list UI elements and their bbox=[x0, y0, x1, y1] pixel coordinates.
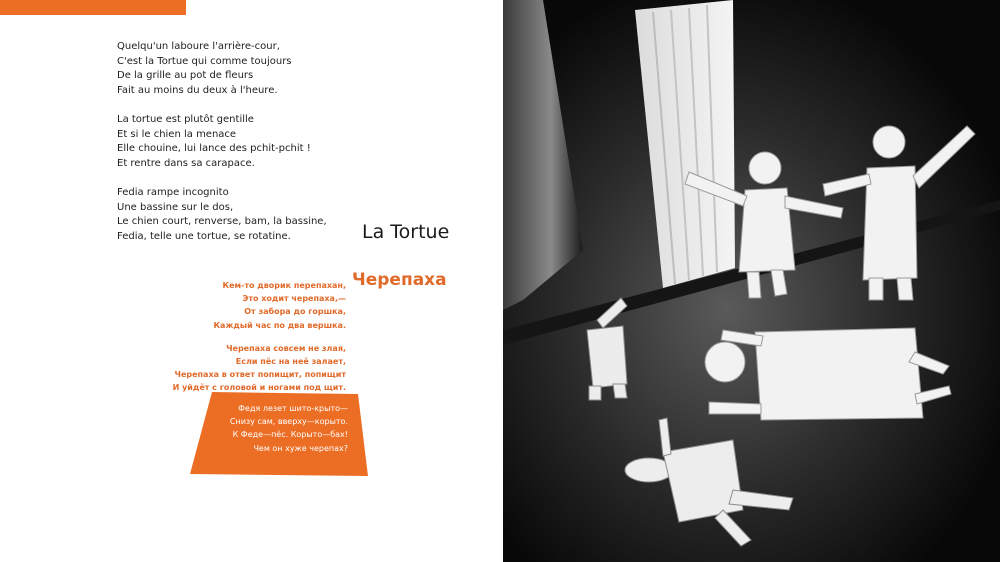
photo-illustration bbox=[503, 0, 1000, 562]
poem-line: Кем-то дворик перепахан, bbox=[222, 281, 346, 290]
paper-figures-photo bbox=[503, 0, 1000, 562]
poem-line: Каждый час по два вершка. bbox=[213, 320, 346, 330]
poem-line: Et rentre dans sa carapace. bbox=[117, 157, 255, 169]
poem-line: Fait au moins du deux à l'heure. bbox=[117, 84, 278, 96]
poem-line: Это ходит черепаха,— bbox=[242, 294, 346, 304]
poem-line: Снизу сам, вверху—корыто. bbox=[229, 417, 348, 427]
french-stanza-3 bbox=[117, 186, 377, 244]
poem-line: Quelqu'un laboure l'arrière-cour, bbox=[117, 41, 280, 52]
poem-line: Le chien court, renverse, bam, la bassine, bbox=[117, 216, 327, 228]
french-stanza-1 bbox=[117, 40, 377, 98]
title-french: La Tortue bbox=[362, 221, 450, 243]
poem-line: Черепаха совсем не злая, bbox=[226, 343, 346, 353]
poem-line: Если пёс на неё залает, bbox=[235, 357, 346, 367]
russian-stanza-2 bbox=[150, 342, 346, 395]
russian-box-stanza bbox=[198, 402, 348, 455]
poem-line: De la grille au pot de fleurs bbox=[117, 70, 254, 82]
poem-line: Fedia, telle une tortue, se rotatine. bbox=[117, 230, 291, 242]
poem-line: Федя лезет шито-крыто— bbox=[238, 404, 348, 413]
poem-line: Чем он хуже черепах? bbox=[253, 443, 348, 453]
russian-poem bbox=[150, 279, 346, 405]
russian-stanza-1 bbox=[150, 279, 346, 332]
poem-line: Elle chouine, lui lance des pchit-pchit ! bbox=[117, 143, 311, 155]
title-russian: Черепаха bbox=[352, 270, 447, 290]
poem-line: Et si le chien la menace bbox=[117, 128, 237, 140]
poem-line: К Феде—пёс. Корыто—бах! bbox=[232, 430, 348, 440]
poem-line: Fedia rampe incognito bbox=[117, 186, 229, 198]
french-stanza-2 bbox=[117, 113, 377, 171]
poem-line: La tortue est plutôt gentille bbox=[117, 113, 254, 125]
french-poem bbox=[117, 40, 377, 259]
poem-line: C'est la Tortue qui comme toujours bbox=[117, 55, 292, 67]
poem-line: От забора до горшка, bbox=[244, 307, 346, 317]
poem-line: И уйдёт с головой и ногами под щит. bbox=[172, 383, 346, 393]
poem-line: Une bassine sur le dos, bbox=[117, 201, 234, 213]
orange-tab-bar bbox=[0, 0, 186, 15]
poem-line: Черепаха в ответ попищит, попищит bbox=[174, 370, 346, 380]
